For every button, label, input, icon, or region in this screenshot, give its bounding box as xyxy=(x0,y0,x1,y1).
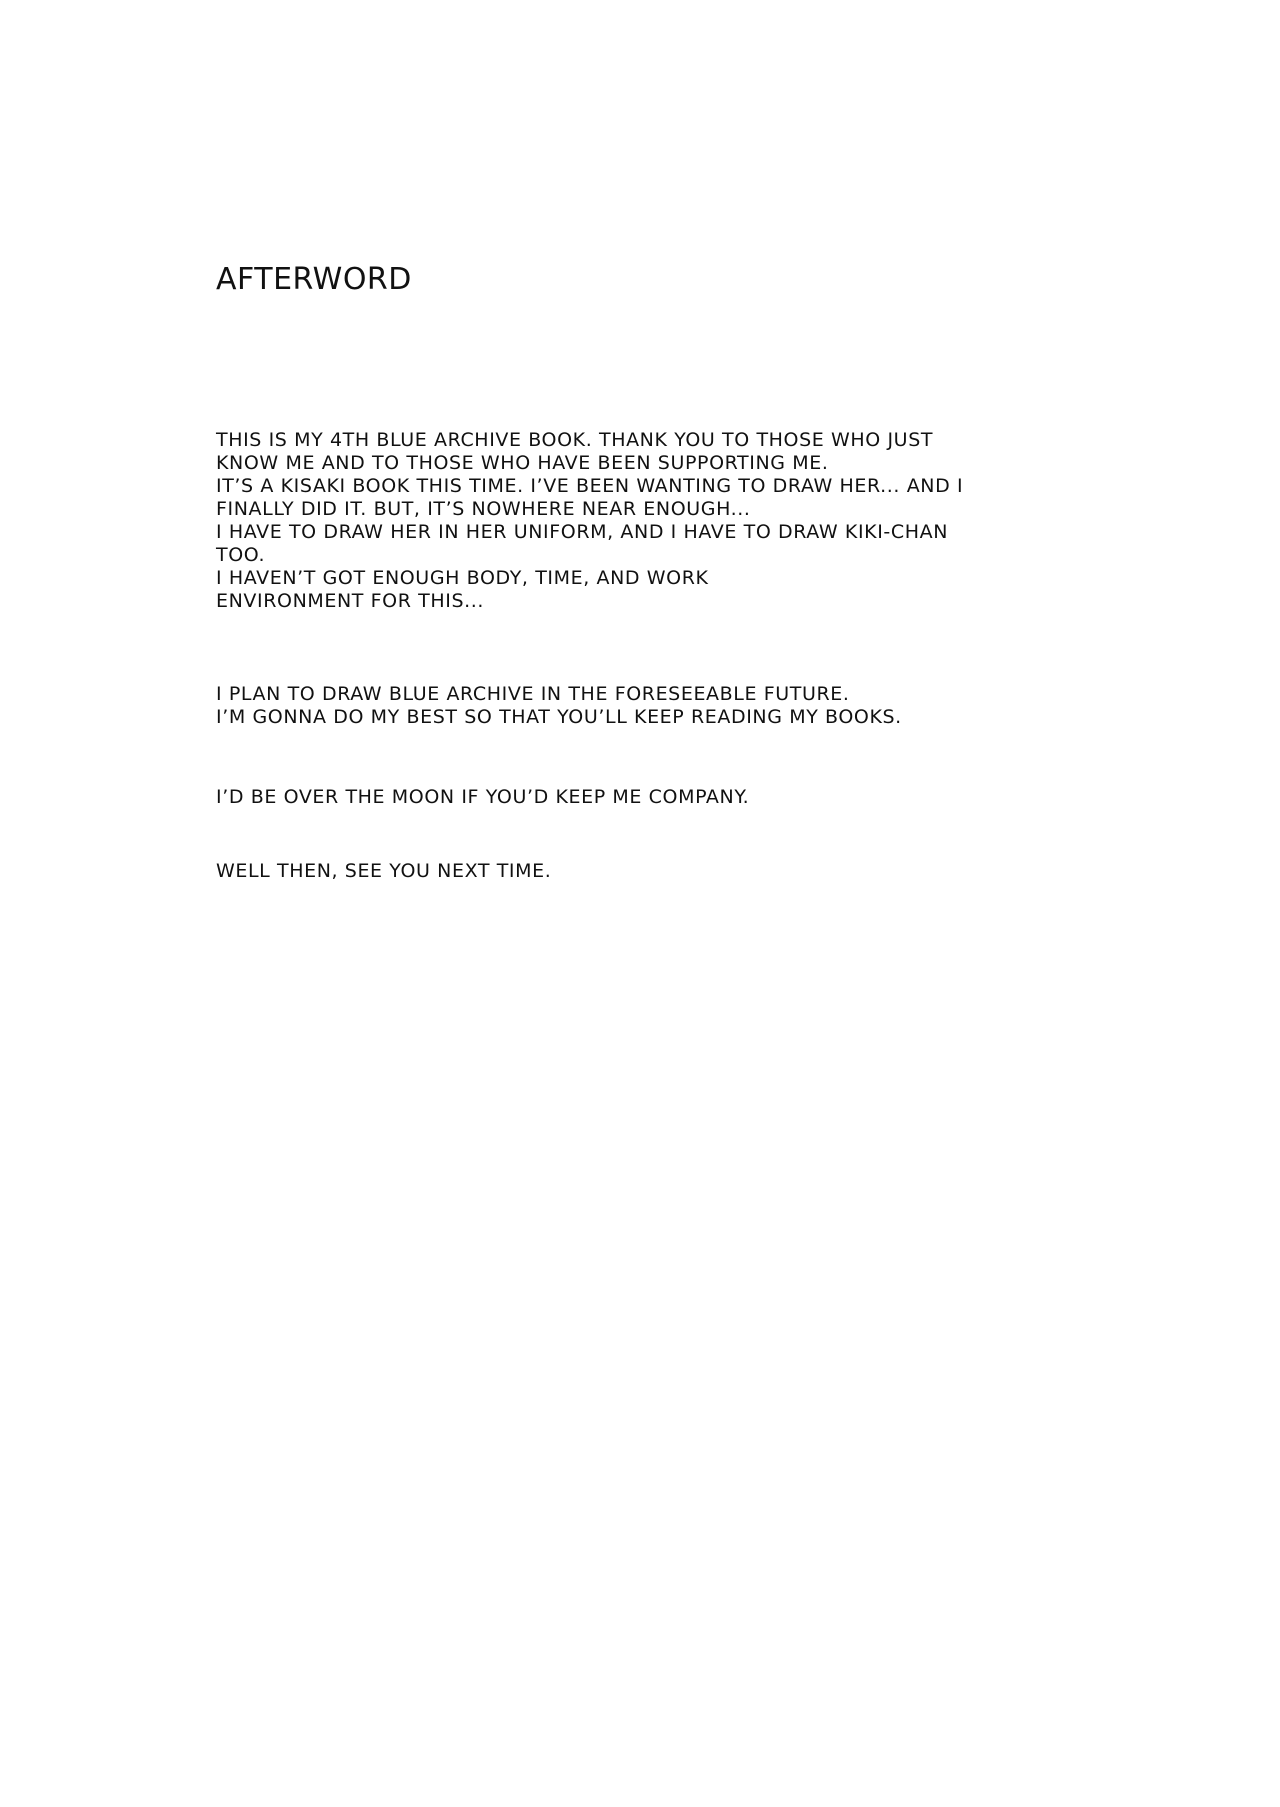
text-line: ENVIRONMENT FOR THIS... xyxy=(216,590,485,612)
text-line: THIS IS MY 4TH BLUE ARCHIVE BOOK. THANK YOU TO THOSE WHO JUST xyxy=(216,429,934,451)
text-line: WELL THEN, SEE YOU NEXT TIME. xyxy=(216,860,552,882)
text-line: TOO. xyxy=(216,544,266,566)
text-line: I HAVEN’T GOT ENOUGH BODY, TIME, AND WORK xyxy=(216,567,709,589)
page-title: AFTERWORD xyxy=(216,262,412,297)
text-line: FINALLY DID IT. BUT, IT’S NOWHERE NEAR ENOUGH... xyxy=(216,498,751,520)
text-line: I PLAN TO DRAW BLUE ARCHIVE IN THE FORESEEABLE FUTURE. xyxy=(216,683,850,705)
text-line: KNOW ME AND TO THOSE WHO HAVE BEEN SUPPORTING ME. xyxy=(216,452,829,474)
paragraph-thanks xyxy=(216,429,963,613)
paragraph-plans xyxy=(216,683,902,729)
paragraph-company xyxy=(216,786,749,809)
paragraph-farewell xyxy=(216,860,551,883)
text-line: IT’S A KISAKI BOOK THIS TIME. I’VE BEEN WANTING TO DRAW HER... AND I xyxy=(216,475,964,497)
text-line: I’D BE OVER THE MOON IF YOU’D KEEP ME COMPANY. xyxy=(216,786,750,808)
text-line: I HAVE TO DRAW HER IN HER UNIFORM, AND I HAVE TO DRAW KIKI-CHAN xyxy=(216,521,949,543)
text-line: I’M GONNA DO MY BEST SO THAT YOU’LL KEEP READING MY BOOKS. xyxy=(216,706,902,728)
